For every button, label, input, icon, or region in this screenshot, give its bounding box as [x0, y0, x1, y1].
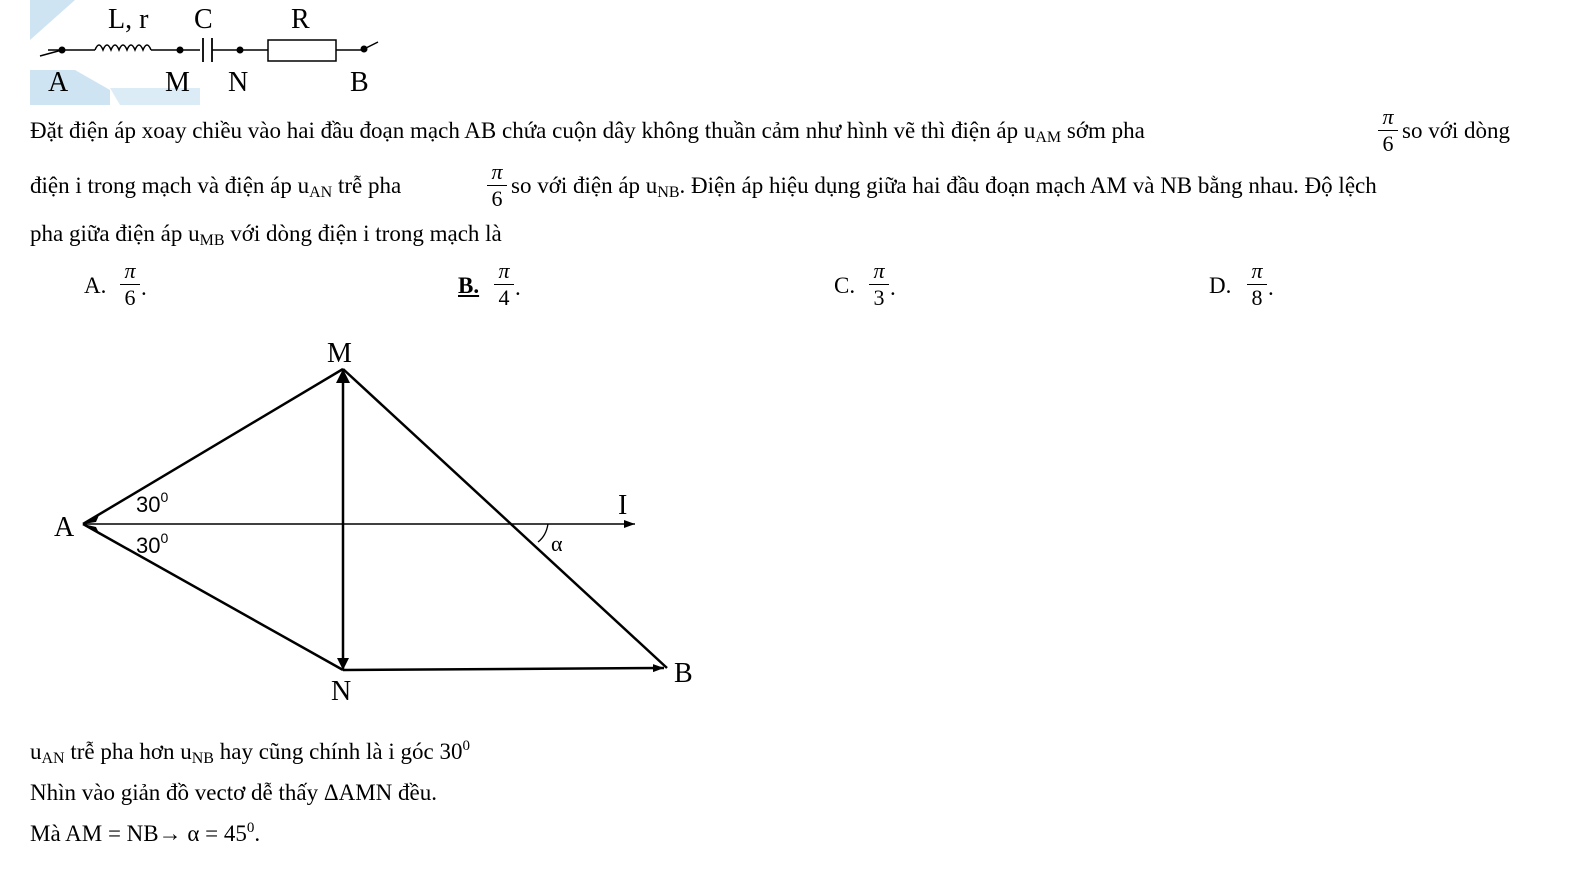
alpha-arc — [538, 524, 548, 542]
option-b[interactable]: B. — [458, 273, 480, 298]
question-line-2-end: so với điện áp uNB. Điện áp hiệu dụng giữa hai đầu đoạn mạch AM và NB bằng nhau. Độ lệch — [511, 173, 1377, 201]
angle-top-label: $30^0$ — [136, 489, 169, 517]
question-line-3: pha giữa điện áp uMB với dòng điện i trong mạch là — [30, 221, 502, 249]
solution-line-3: Mà AM = $NB\to \alpha = 45^0$. — [30, 820, 261, 846]
vector-am — [83, 369, 343, 524]
angle-bottom-label: $30^0$ — [136, 530, 169, 558]
option-d-fraction: π 8 — [1245, 258, 1269, 311]
option-c[interactable]: C. — [834, 273, 856, 298]
vector-nb — [343, 668, 664, 670]
option-d-dot: . — [1268, 275, 1274, 300]
label-b: B — [350, 67, 369, 98]
option-d[interactable]: D. — [1209, 273, 1232, 298]
label-m: M — [165, 67, 190, 98]
point-n-label: N — [331, 676, 352, 707]
question-line-2: điện i trong mạch và điện áp uAN trễ pha — [30, 173, 402, 201]
fraction-pi-6-second: π 6 — [485, 159, 509, 212]
point-b-label: B — [674, 658, 693, 689]
question-line-1-end: so với dòng — [1402, 118, 1511, 143]
option-c-dot: . — [890, 275, 896, 300]
option-b-dot: . — [515, 275, 521, 300]
alpha-label: α — [551, 531, 563, 556]
option-a-dot: . — [141, 275, 147, 300]
point-m-label: M — [327, 338, 352, 369]
current-i-label: I — [618, 490, 628, 521]
watermark-shape — [30, 70, 110, 105]
label-lr: L, r — [108, 4, 149, 35]
watermark-shape — [30, 0, 75, 40]
question-line-1: Đặt điện áp xoay chiều vào hai đầu đoạn mạch AB chứa cuộn dây không thuần cảm như hình vẽ thì điện áp uAM sớm pha — [30, 118, 1145, 146]
vector-an — [83, 524, 343, 670]
option-c-fraction: π 3 — [867, 258, 891, 311]
solution-line-2: Nhìn vào giản đồ vectơ dễ thấy ΔAMN đều. — [30, 780, 438, 805]
node-n-dot — [237, 47, 244, 54]
circuit-diagram — [0, 0, 400, 110]
point-a-label: A — [54, 512, 75, 543]
option-b-fraction: π 4 — [492, 258, 516, 311]
coil-symbol — [95, 45, 151, 50]
label-c: C — [194, 4, 213, 35]
label-a: A — [48, 67, 69, 98]
option-a-fraction: π 6 — [118, 258, 142, 311]
label-r: R — [291, 4, 310, 35]
label-n: N — [228, 67, 249, 98]
node-m-dot — [177, 47, 184, 54]
resistor-symbol — [268, 40, 336, 61]
fraction-pi-6: π 6 — [1376, 104, 1400, 157]
solution-line-1: uAN trễ pha hơn uNB hay cũng chính là i góc $30^0$ — [30, 738, 470, 767]
vector-diagram — [0, 330, 720, 710]
node-b-dot — [361, 46, 368, 53]
option-a[interactable]: A. — [84, 273, 107, 298]
